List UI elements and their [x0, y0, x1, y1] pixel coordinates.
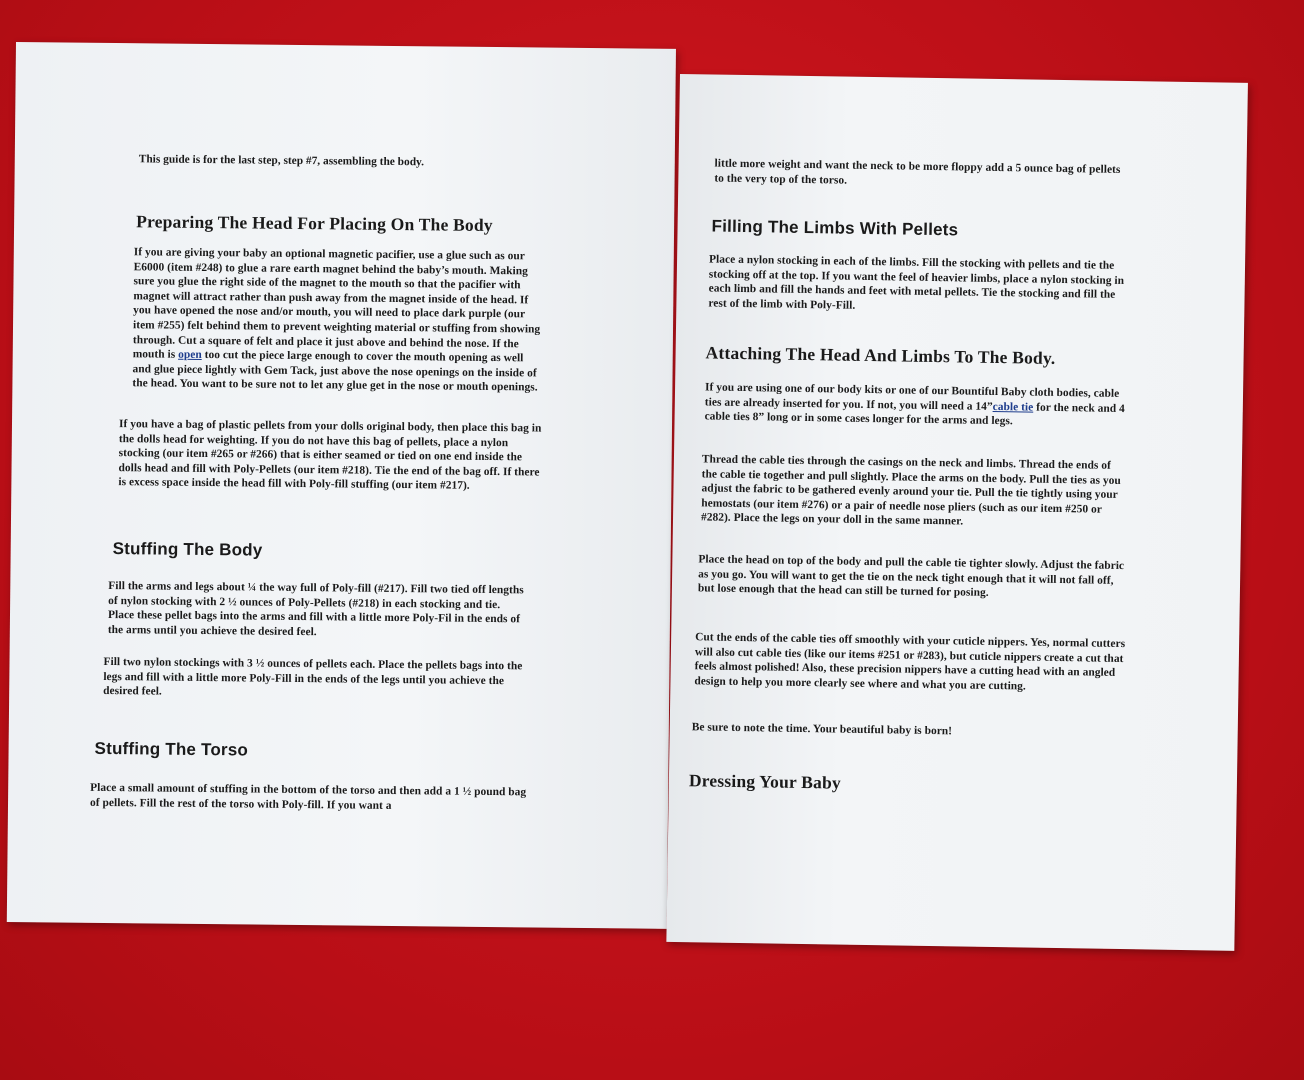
right-page [666, 74, 1248, 951]
stuffing-body-paragraph-2: Fill two nylon stockings with 3 ½ ounces of pellets each. Place the pellets bags into the legs and fill with a little more Poly-Fill in the ends of the legs until you achieve the desired feel. [103, 655, 523, 698]
attaching-paragraph-1: If you are using one of our body kits or one of our Bountiful Baby cloth bodies, cable ties are already inserted for you. If not, you will need a 14”cable tie for the neck and 4 cable ties 8” long or in some cases longer for the arms and legs. [704, 381, 1125, 428]
section-heading-stuffing-torso: Stuffing The Torso [94, 738, 249, 760]
stuffing-body-paragraph-1: Fill the arms and legs about ¼ the way full of Poly-fill (#217). Fill two tied off lengths of nylon stocking with 2 ½ ounces of Poly-Pellets (#218) in each stocking and tie. Place these pellet bags into the arms and fill with a little more Poly-Fil in the ends of the arms until you achieve the desired feel. [107, 579, 524, 638]
attaching-paragraph-2: Thread the cable ties through the casings on the neck and limbs. Thread the ends of the cable tie together and pull slightly. Place the arms on the body. Pull the ties as you adjust the fabric to be gathered evenly around your tie. Pull the tie tightly using your hemostats (our item #276) or a pair of needle nose pliers (such as our item #250 or #282). Place the legs on your doll in the same manner. [700, 453, 1121, 528]
attaching-paragraph-4: Cut the ends of the cable ties off smoothly with your cuticle nippers. Yes, normal cutters will also cut cable ties (like our items #251 or #283), but cuticle nippers create a cut that feels almost polished! Also, these precision nippers have a cutting head with an angled design to help you more clearly see where and what you are cutting. [694, 631, 1126, 693]
open-link[interactable]: open [178, 348, 202, 362]
section-heading-stuffing-body: Stuffing The Body [112, 539, 263, 560]
preparing-head-paragraph-2: If you have a bag of plastic pellets from your dolls original body, then place this bag in the dolls head for weighting. If you do not have this bag of pellets, place a nylon stocking (our item #265 or #266) that is either seamed or tied on one end inside the dolls head and fill with Poly-Pellets (our item #218). Tie the end of the bag off. If there is excess space inside the head fill with Poly-fill stuffing (our item #217). [118, 418, 542, 493]
section-heading-dressing-baby: Dressing Your Baby [688, 770, 842, 793]
attaching-paragraph-3: Place the head on top of the body and pull the cable tie tighter slowly. Adjust the fabric as you go. You will want to get the tie on the neck tight enough that it will not fall off, but lose enough that the head can still be turned for posing. [697, 553, 1125, 600]
section-heading-filling-limbs: Filling The Limbs With Pellets [711, 216, 959, 240]
preparing-head-paragraph-1: If you are giving your baby an optional magnetic pacifier, use a glue such as our E6000 (item #248) to glue a rare earth magnet behind the baby’s mouth. Making sure you glue the right side of the magnet to the mouth so that the pacifier with magnet will attract rather than push away from the magnet inside of the head. If you have opened the nose and/or mouth, you will need to place dark purple (our item #255) felt behind them to prevent weighting material or stuffing from showing through. Cut a square of felt and place it just above and behind the nose. If the mouth is open too cut the piece large enough to cover the mouth opening as well and glue piece lightly with Gem Tack, just above the nose openings on the inside of the head. You want to be sure not to let any glue get in the nose or mouth openings. [132, 246, 541, 394]
stuffing-torso-paragraph-1: Place a small amount of stuffing in the bottom of the torso and then add a 1 ½ pound bag of pellets. Fill the rest of the torso with Poly-fill. If you want a [89, 781, 527, 812]
filling-limbs-paragraph-1: Place a nylon stocking in each of the limbs. Fill the stocking with pellets and tie the stocking off at the top. If you want the feel of heavier limbs, place a nylon stocking in each limb and fill the hands and feet with metal pellets. Tie the stocking and fill the rest of the limb with Poly-Fill. [708, 253, 1125, 312]
cable-tie-link[interactable]: cable tie [992, 400, 1034, 414]
attaching-paragraph-5: Be sure to note the time. Your beautiful baby is born! [691, 721, 953, 738]
section-heading-preparing-head: Preparing The Head For Placing On The Body [136, 211, 493, 236]
section-heading-attaching-head: Attaching The Head And Limbs To The Body. [705, 342, 1056, 368]
left-page [7, 42, 676, 929]
torso-continuation-text: little more weight and want the neck to be more floppy add a 5 ounce bag of pellets to the very top of the torso. [714, 157, 1121, 187]
intro-text: This guide is for the last step, step #7, assembling the body. [138, 153, 425, 169]
